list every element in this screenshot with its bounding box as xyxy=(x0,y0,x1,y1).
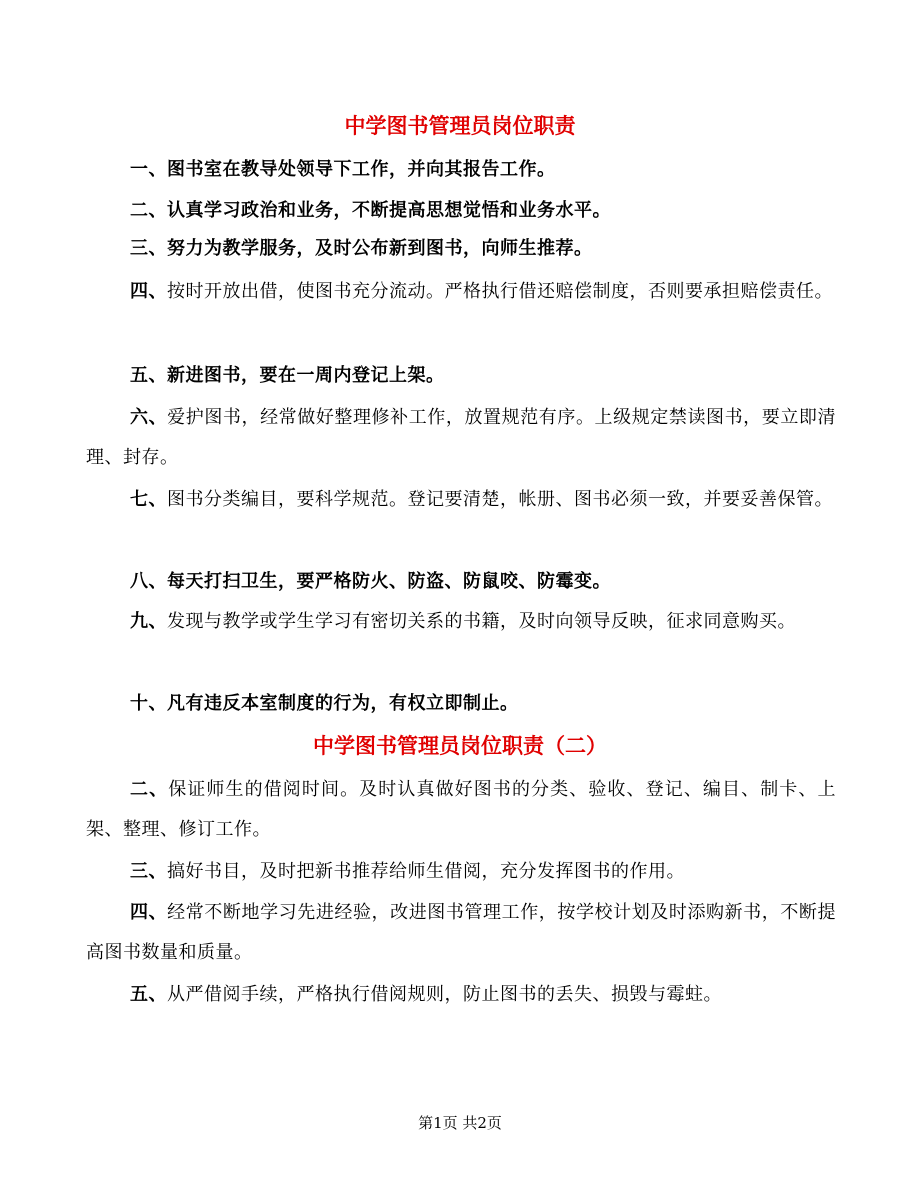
item-text: 保证师生的借阅时间。及时认真做好图书的分类、验收、登记、编目、制卡、上架、整理、修订工作。 xyxy=(86,779,837,840)
section1-item-7 xyxy=(86,480,836,520)
item-number: 六、 xyxy=(130,407,168,428)
item-text: 从严借阅手续，严格执行借阅规则，防止图书的丢失、损毁与霉蛀。 xyxy=(167,984,722,1005)
item-text: 按时开放出借，使图书充分流动。严格执行借还赔偿制度，否则要承担赔偿责任。 xyxy=(167,281,833,302)
section2-item-5 xyxy=(86,975,836,1015)
item-text: 爱护图书，经常做好整理修补工作，放置规范有序。上级规定禁读图书，要立即清理、封存。 xyxy=(86,407,837,468)
item-number: 四、 xyxy=(130,902,168,923)
section1-item-10: 十、凡有违反本室制度的行为，有权立即制止。 xyxy=(130,693,519,714)
page-number: 第1页 共2页 xyxy=(418,1114,502,1132)
section1-item-8: 八、每天打扫卫生，要严格防火、防盗、防鼠咬、防霉变。 xyxy=(130,571,611,592)
section2-item-4 xyxy=(86,893,836,973)
section2-item-2 xyxy=(86,770,836,850)
item-number: 二、 xyxy=(130,779,169,800)
section1-item-1: 一、图书室在教导处领导下工作，并向其报告工作。 xyxy=(130,159,556,180)
item-number: 三、 xyxy=(130,861,167,882)
section1-item-6 xyxy=(86,398,836,478)
section2-item-3 xyxy=(86,852,836,892)
item-text: 搞好书目，及时把新书推荐给师生借阅，充分发挥图书的作用。 xyxy=(167,861,685,882)
section1-item-9 xyxy=(86,602,836,642)
section1-item-3: 三、努力为教学服务，及时公布新到图书，向师生推荐。 xyxy=(130,238,593,259)
item-text: 经常不断地学习先进经验，改进图书管理工作，按学校计划及时添购新书，不断提高图书数量和质量。 xyxy=(86,902,837,963)
section1-item-4 xyxy=(86,272,836,312)
section1-title: 中学图书管理员岗位职责 xyxy=(344,113,576,138)
section1-item-2: 二、认真学习政治和业务，不断提高思想觉悟和业务水平。 xyxy=(130,200,611,221)
section1-item-5: 五、新进图书，要在一周内登记上架。 xyxy=(130,365,445,386)
item-number: 四、 xyxy=(130,281,167,302)
item-text: 发现与教学或学生学习有密切关系的书籍，及时向领导反映，征求同意购买。 xyxy=(167,611,796,632)
item-text: 图书分类编目，要科学规范。登记要清楚，帐册、图书必须一致，并要妥善保管。 xyxy=(167,489,833,510)
item-number: 九、 xyxy=(130,611,167,632)
section2-title: 中学图书管理员岗位职责（二） xyxy=(313,733,607,758)
item-number: 五、 xyxy=(130,984,167,1005)
item-number: 七、 xyxy=(130,489,167,510)
